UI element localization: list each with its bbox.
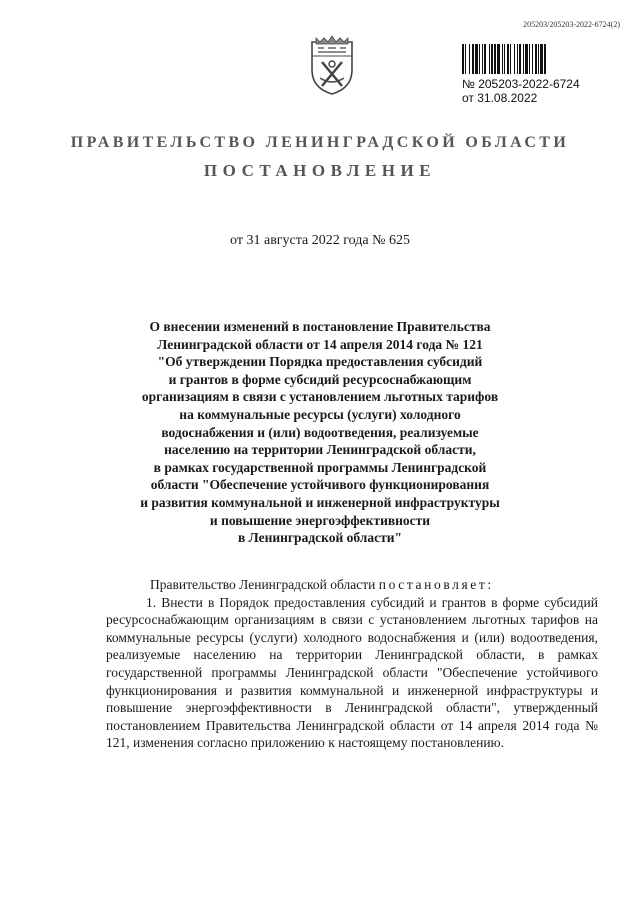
title-line: "Об утверждении Порядка предоставления субсидий: [157, 354, 483, 370]
resolution-intro: [106, 576, 598, 594]
title-line: на коммунальные ресурсы (услуги) холодного: [179, 406, 461, 422]
title-line: водоснабжения и (или) водоотведения, реализуемые: [161, 424, 479, 440]
title-line: в Ленинградской области": [237, 530, 403, 546]
barcode-icon: [462, 44, 610, 74]
title-line: О внесении изменений в постановление Правительства: [149, 319, 491, 334]
document-reference: 205203/205203-2022-6724(2): [523, 20, 620, 29]
coat-of-arms-icon: [308, 34, 356, 96]
intro-prefix: Правительство Ленинградской области: [150, 577, 376, 592]
document-type-heading: ПОСТАНОВЛЕНИЕ: [203, 161, 437, 180]
title-line: в рамках государственной программы Ленинградской: [153, 459, 487, 475]
barcode-bar: [546, 44, 547, 74]
title-line: области "Обеспечение устойчивого функционирования: [150, 477, 490, 493]
title-line: Ленинградской области от 14 апреля 2014 года № 121: [157, 336, 483, 352]
title-line: организациям в связи с установлением льготных тарифов: [141, 389, 499, 405]
issuer-heading: ПРАВИТЕЛЬСТВО ЛЕНИНГРАДСКОЙ ОБЛАСТИ: [70, 134, 570, 151]
registration-stamp: [462, 77, 580, 105]
registration-number: № 205203-2022-6724: [462, 77, 580, 91]
title-line: и грантов в форме субсидий ресурсоснабжающим: [168, 371, 472, 387]
paragraph-1: 1. Внести в Порядок предоставления субсидий и грантов в форме субсидий ресурсоснабжающим организациям в связи с установлением льготных тарифов на коммунальные ресурсы (услуги) холодного водоснабжения и (или) водоотведения, реализуемые населению на территории Ленинградской области, в рамках государственной программы Ленинградской области "Обеспечение устойчивого функционирования и развития коммунальной и инженерной инфраструктуры и повышение энергоэффективности в Ленинградской области", утвержденный постановлением Правительства Ленинградской области от 14 апреля 2014 года № 121, изменения согласно приложению к настоящему постановлению.: [106, 594, 598, 751]
document-date-number: от 31 августа 2022 года № 625: [230, 233, 410, 248]
title-line: и развития коммунальной и инженерной инфраструктуры: [140, 494, 500, 510]
document-body: [106, 576, 598, 752]
title-line: и повышение энергоэффективности: [209, 512, 431, 528]
document-title: [100, 318, 540, 547]
registration-date: от 31.08.2022: [462, 91, 538, 105]
title-line: населению на территории Ленинградской области,: [164, 442, 476, 458]
intro-verb: постановляет:: [378, 577, 494, 592]
